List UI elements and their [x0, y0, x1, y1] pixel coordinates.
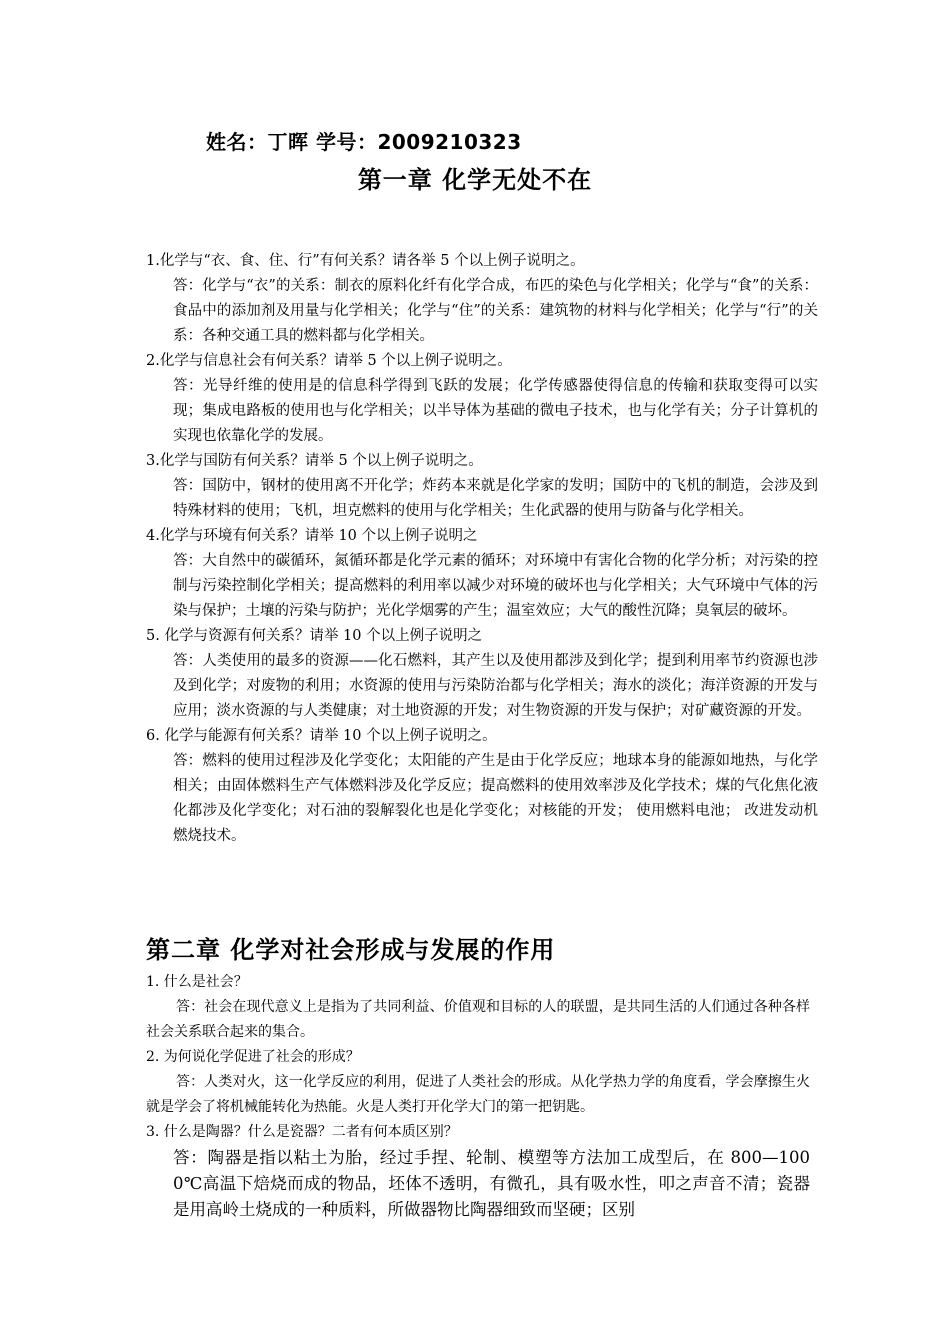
question-2: 2.化学与信息社会有何关系？请举 5 个以上例子说明之。 — [146, 353, 512, 369]
answer-1: 答：化学与“衣”的关系：制衣的原料化纤有化学合成，布匹的染色与化学相关；化学与“食”的关系：食品中的添加剂及用量与化学相关；化学与“住”的关系：建筑物的材料与化学相关；化学与“行”的关系：各种交通工具的燃料都与化学相关。 — [173, 278, 818, 344]
ch2-question-3: 3. 什么是陶器？什么是瓷器？二者有何本质区别？ — [146, 1124, 458, 1140]
ch2-answer-3: 答：陶器是指以粘土为胎，经过手捏、轮制、模塑等方法加工成型后，在 800—1000℃高温下焙烧而成的物品，坯体不透明，有微孔，具有吸水性，叩之声音不清；瓷器是用高岭土烧成的一种质料，所做器物比陶器细致而坚硬；区别 — [173, 1148, 810, 1219]
question-1: 1.化学与“衣、食、住、行”有何关系？请各举 5 个以上例子说明之。 — [146, 253, 585, 269]
answer-6: 答：燃料的使用过程涉及化学变化；太阳能的产生是由于化学反应；地球本身的能源如地热，与化学相关；由固体燃料生产气体燃料涉及化学反应；提高燃料的使用效率涉及化学技术；煤的气化焦化液化都涉及化学变化；对石油的裂解裂化也是化学变化；对核能的开发； 使用燃料电池； 改进发动机燃烧技术。 — [173, 753, 818, 844]
ch2-answer-1: 答：社会在现代意义上是指为了共同利益、价值观和目标的人的联盟，是共同生活的人们通过各种各样社会关系联合起来的集合。 — [146, 999, 810, 1040]
question-4: 4.化学与环境有何关系？请举 10 个以上例子说明之 — [146, 528, 478, 544]
question-3: 3.化学与国防有何关系？请举 5 个以上例子说明之。 — [146, 453, 483, 469]
question-5: 5. 化学与资源有何关系？请举 10 个以上例子说明之 — [146, 628, 483, 644]
chapter1-title — [0, 160, 950, 195]
ch2-question-2: 2. 为何说化学促进了社会的形成？ — [146, 1049, 360, 1065]
ch2-question-1: 1. 什么是社会？ — [146, 974, 248, 990]
chapter2-title: 第二章 化学对社会形成与发展的作用 — [146, 936, 556, 964]
answer-3: 答：国防中，钢材的使用离不开化学；炸药本来就是化学家的发明；国防中的飞机的制造，会涉及到特殊材料的使用；飞机，坦克燃料的使用与化学相关；生化武器的使用与防备与化学相关。 — [173, 478, 818, 519]
answer-4: 答：大自然中的碳循环，氮循环都是化学元素的循环；对环境中有害化合物的化学分析；对污染的控制与污染控制化学相关；提高燃料的利用率以减少对环境的破坏也与化学相关；大气环境中气体的污染与保护；土壤的污染与防护；光化学烟雾的产生；温室效应；大气的酸性沉降；臭氧层的破坏。 — [173, 553, 818, 619]
chapter2-qa-list — [146, 970, 810, 1223]
question-6: 6. 化学与能源有何关系？请举 10 个以上例子说明之。 — [146, 728, 497, 744]
chapter1-title-text: 第一章 化学无处不在 — [357, 166, 593, 194]
student-name-id-line: 姓名：丁晖 学号：2009210323 — [206, 130, 522, 154]
chapter1-qa-list — [146, 249, 818, 849]
answer-5: 答：人类使用的最多的资源——化石燃料，其产生以及使用都涉及到化学；提到利用率节约资源也涉及到化学；对废物的利用；水资源的使用与污染防治都与化学相关；海水的淡化；海洋资源的开发与应用；淡水资源的与人类健康；对土地资源的开发；对生物资源的开发与保护；对矿藏资源的开发。 — [173, 653, 818, 719]
answer-2: 答：光导纤维的使用是的信息科学得到飞跃的发展；化学传感器使得信息的传输和获取变得可以实现；集成电路板的使用也与化学相关；以半导体为基础的微电子技术，也与化学有关；分子计算机的实现也依靠化学的发展。 — [173, 378, 818, 444]
ch2-answer-2: 答：人类对火，这一化学反应的利用，促进了人类社会的形成。从化学热力学的角度看，学会摩擦生火就是学会了将机械能转化为热能。火是人类打开化学大门的第一把钥匙。 — [146, 1074, 810, 1115]
